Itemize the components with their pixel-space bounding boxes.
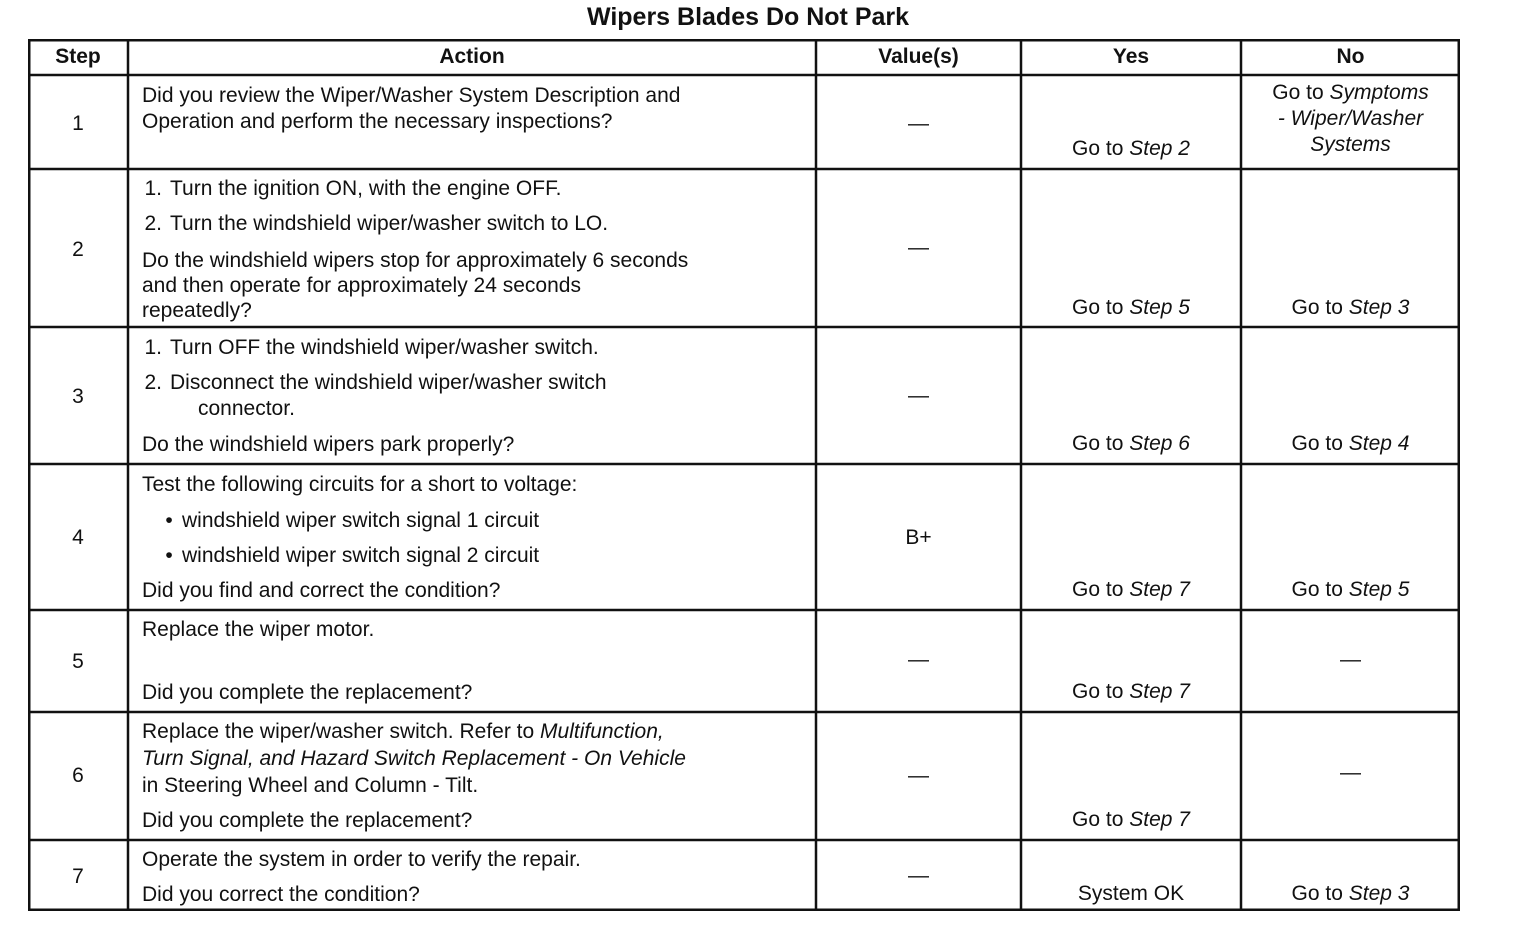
action-step-1: 1. Turn the ignition ON, with the engine OFF. xyxy=(144,177,562,200)
yes-cell: System OK xyxy=(1077,882,1185,905)
step-number: 6 xyxy=(72,764,84,787)
value-cell: — xyxy=(908,384,929,407)
no-cell: Go to Step 5 xyxy=(1291,578,1410,601)
step-number: 1 xyxy=(72,112,84,135)
yes-cell: Go to Step 7 xyxy=(1072,578,1190,601)
action-step-2: 2. Disconnect the windshield wiper/washer switch connector. xyxy=(144,371,607,420)
diagnostic-table xyxy=(28,39,1460,911)
action-text: Replace the wiper/washer switch. Refer to Multifunction, Turn Signal, and Hazard Switch Replacement - On Vehicle in Steering Wheel and Column - Tilt. xyxy=(142,720,686,797)
value-cell: B+ xyxy=(905,526,932,549)
yes-cell: Go to Step 7 xyxy=(1072,808,1190,831)
value-cell: — xyxy=(908,236,929,259)
no-cell: Go to Symptoms - Wiper/Washer Systems xyxy=(1272,81,1429,156)
action-question: Do the windshield wipers park properly? xyxy=(142,433,515,456)
yes-cell: Go to Step 7 xyxy=(1072,680,1190,703)
action-step-1: 1. Turn OFF the windshield wiper/washer switch. xyxy=(144,336,599,359)
header-step: Step xyxy=(55,45,101,68)
header-values: Value(s) xyxy=(878,45,959,68)
yes-cell: Go to Step 6 xyxy=(1072,432,1190,455)
action-question: Did you correct the condition? xyxy=(142,883,420,906)
action-bullet-1: • windshield wiper switch signal 1 circuit xyxy=(165,509,540,532)
action-text: Operate the system in order to verify the repair. xyxy=(142,848,581,871)
page-title: Wipers Blades Do Not Park xyxy=(586,3,910,31)
step-number: 5 xyxy=(72,650,84,673)
step-number: 4 xyxy=(72,526,84,549)
action-question: Did you complete the replacement? xyxy=(142,681,473,704)
action-question: Did you find and correct the condition? xyxy=(142,579,501,602)
no-cell: Go to Step 3 xyxy=(1291,882,1410,905)
no-cell: Go to Step 4 xyxy=(1291,432,1410,455)
action-intro: Test the following circuits for a short to voltage: xyxy=(142,473,578,496)
action-bullet-2: • windshield wiper switch signal 2 circuit xyxy=(165,544,540,567)
no-cell: — xyxy=(1340,761,1361,784)
yes-cell: Go to Step 5 xyxy=(1072,296,1190,319)
step-number: 3 xyxy=(72,385,84,408)
header-no: No xyxy=(1336,45,1365,68)
action-question: Do the windshield wipers stop for approximately 6 seconds and then operate for approximately 24 seconds repeatedly? xyxy=(142,249,689,322)
value-cell: — xyxy=(908,648,929,671)
step-number: 2 xyxy=(72,238,84,261)
action-text: Did you review the Wiper/Washer System Description and Operation and perform the necessary inspections? xyxy=(142,84,681,133)
action-step-2: 2. Turn the windshield wiper/washer switch to LO. xyxy=(144,212,609,235)
yes-cell: Go to Step 2 xyxy=(1072,137,1190,160)
no-cell: — xyxy=(1340,648,1361,671)
step-number: 7 xyxy=(72,865,84,888)
action-question: Did you complete the replacement? xyxy=(142,809,473,832)
no-cell: Go to Step 3 xyxy=(1291,296,1410,319)
value-cell: — xyxy=(908,864,929,887)
header-yes: Yes xyxy=(1112,45,1150,68)
value-cell: — xyxy=(908,112,929,135)
value-cell: — xyxy=(908,764,929,787)
action-text: Replace the wiper motor. xyxy=(142,618,375,641)
header-action: Action xyxy=(439,45,505,68)
